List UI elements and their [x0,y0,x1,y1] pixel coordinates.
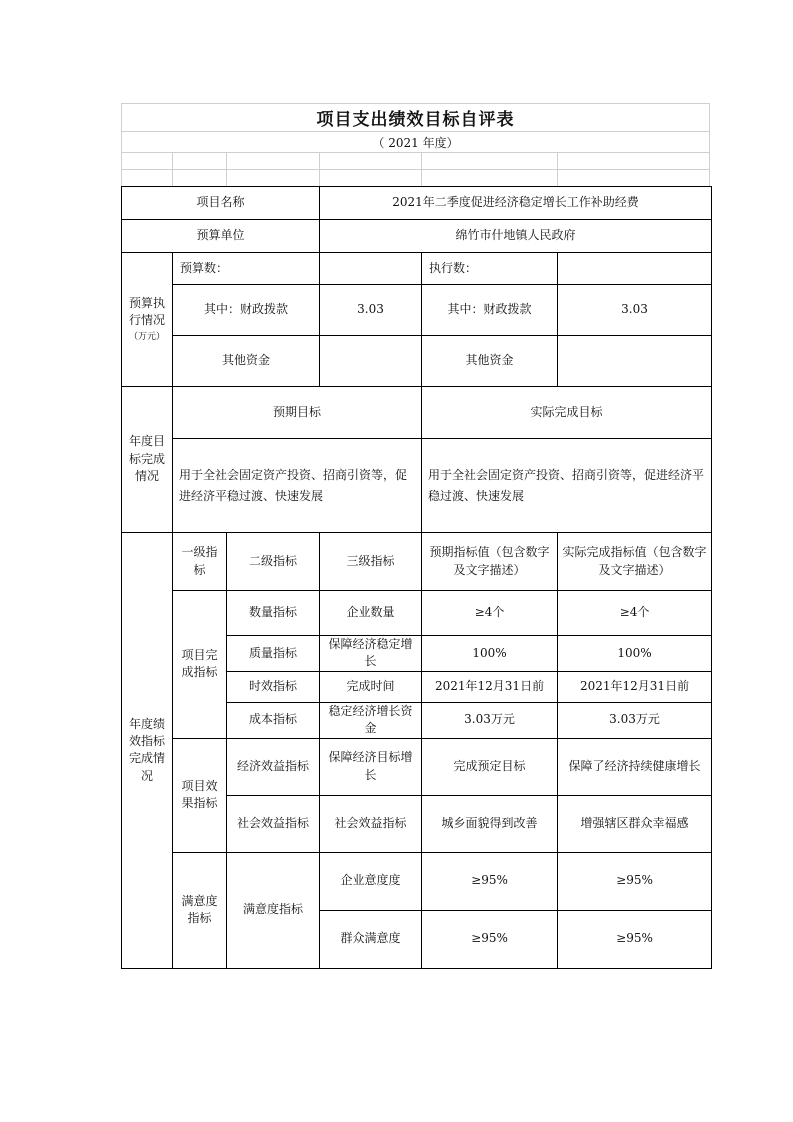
page-title: 项目支出绩效目标自评表 [316,109,515,130]
project-name-value: 2021年二季度促进经济稳定增长工作补助经费 [320,187,712,220]
exec-amount-value [558,253,712,285]
goal-content-row [122,439,712,533]
actual-cell: 保障了经济持续健康增长 [558,738,712,795]
expected-cell: ≥95% [422,852,558,910]
table-row [122,591,712,636]
level2-cell: 时效指标 [227,671,320,702]
expected-value-header: 预期指标值（包含数字及文字描述） [422,533,558,591]
level3-cell: 企业意度度 [320,852,422,910]
level2-cell: 满意度指标 [227,852,320,968]
expected-goal-header: 预期目标 [173,387,422,439]
actual-cell: 2021年12月31日前 [558,671,712,702]
expected-cell: 3.03万元 [422,702,558,738]
exec-amount-label: 执行数： [422,253,558,285]
actual-value-header: 实际完成指标值（包含数字及文字描述） [558,533,712,591]
level2-cell: 数量指标 [227,591,320,636]
annual-goal-section-label: 年度目标完成情况 [122,387,173,533]
project-name-row [122,187,712,220]
fiscal-label-exec: 其中：财政拨款 [422,285,558,336]
other-funds-value-exec [558,336,712,387]
budget-unit-value: 绵竹市什地镇人民政府 [320,220,712,253]
actual-cell: 增强辖区群众幸福感 [558,795,712,852]
goal-header-row [122,387,712,439]
actual-cell: ≥95% [558,910,712,968]
fiscal-value-budget: 3.03 [320,285,422,336]
expected-goal-text: 用于全社会固定资产投资、招商引资等，促进经济平稳过渡、快速发展 [173,439,422,533]
level3-header: 三级指标 [320,533,422,591]
level1-header: 一级指标 [173,533,227,591]
header-area [121,103,710,186]
budget-amount-value [320,253,422,285]
level3-cell: 保障经济目标增长 [320,738,422,795]
budget-unit-label: 预算单位 [122,220,320,253]
other-funds-label-budget: 其他资金 [173,336,320,387]
fiscal-row [122,285,712,336]
budget-section-text: 预算执行情况 [128,296,165,328]
indicator-section-label: 年度绩效指标完成情况 [122,533,173,969]
group-satisfaction-label: 满意度指标 [173,852,227,968]
indicator-header-row [122,533,712,591]
table-row [122,738,712,795]
level2-cell: 社会效益指标 [227,795,320,852]
expected-cell: ≥4个 [422,591,558,636]
budget-section-unit: （万元） [128,331,165,342]
table-row [122,852,712,910]
budget-amount-label: 预算数： [173,253,320,285]
group-effect-label: 项目效果指标 [173,738,227,852]
level2-cell: 经济效益指标 [227,738,320,795]
budget-section-label [122,253,173,387]
expected-cell: 城乡面貌得到改善 [422,795,558,852]
fiscal-value-exec: 3.03 [558,285,712,336]
level3-cell: 企业数量 [320,591,422,636]
level3-cell: 完成时间 [320,671,422,702]
other-funds-value-budget [320,336,422,387]
expected-cell: 完成预定目标 [422,738,558,795]
expected-cell: 2021年12月31日前 [422,671,558,702]
level3-cell: 群众满意度 [320,910,422,968]
other-funds-label-exec: 其他资金 [422,336,558,387]
budget-row [122,253,712,285]
level2-header: 二级指标 [227,533,320,591]
actual-cell: ≥95% [558,852,712,910]
actual-goal-text: 用于全社会固定资产投资、招商引资等，促进经济平稳过渡、快速发展 [422,439,712,533]
expected-cell: ≥95% [422,910,558,968]
level3-cell: 社会效益指标 [320,795,422,852]
evaluation-table [121,186,712,969]
expected-cell: 100% [422,636,558,672]
project-name-label: 项目名称 [122,187,320,220]
other-funds-row [122,336,712,387]
actual-goal-header: 实际完成目标 [422,387,712,439]
fiscal-label-budget: 其中：财政拨款 [173,285,320,336]
actual-cell: 3.03万元 [558,702,712,738]
actual-cell: ≥4个 [558,591,712,636]
group-completion-label: 项目完成指标 [173,591,227,739]
actual-cell: 100% [558,636,712,672]
level2-cell: 质量指标 [227,636,320,672]
level2-cell: 成本指标 [227,702,320,738]
budget-unit-row [122,220,712,253]
year-subtitle: （ 2021 年度） [372,135,459,150]
level3-cell: 稳定经济增长资金 [320,702,422,738]
level3-cell: 保障经济稳定增长 [320,636,422,672]
